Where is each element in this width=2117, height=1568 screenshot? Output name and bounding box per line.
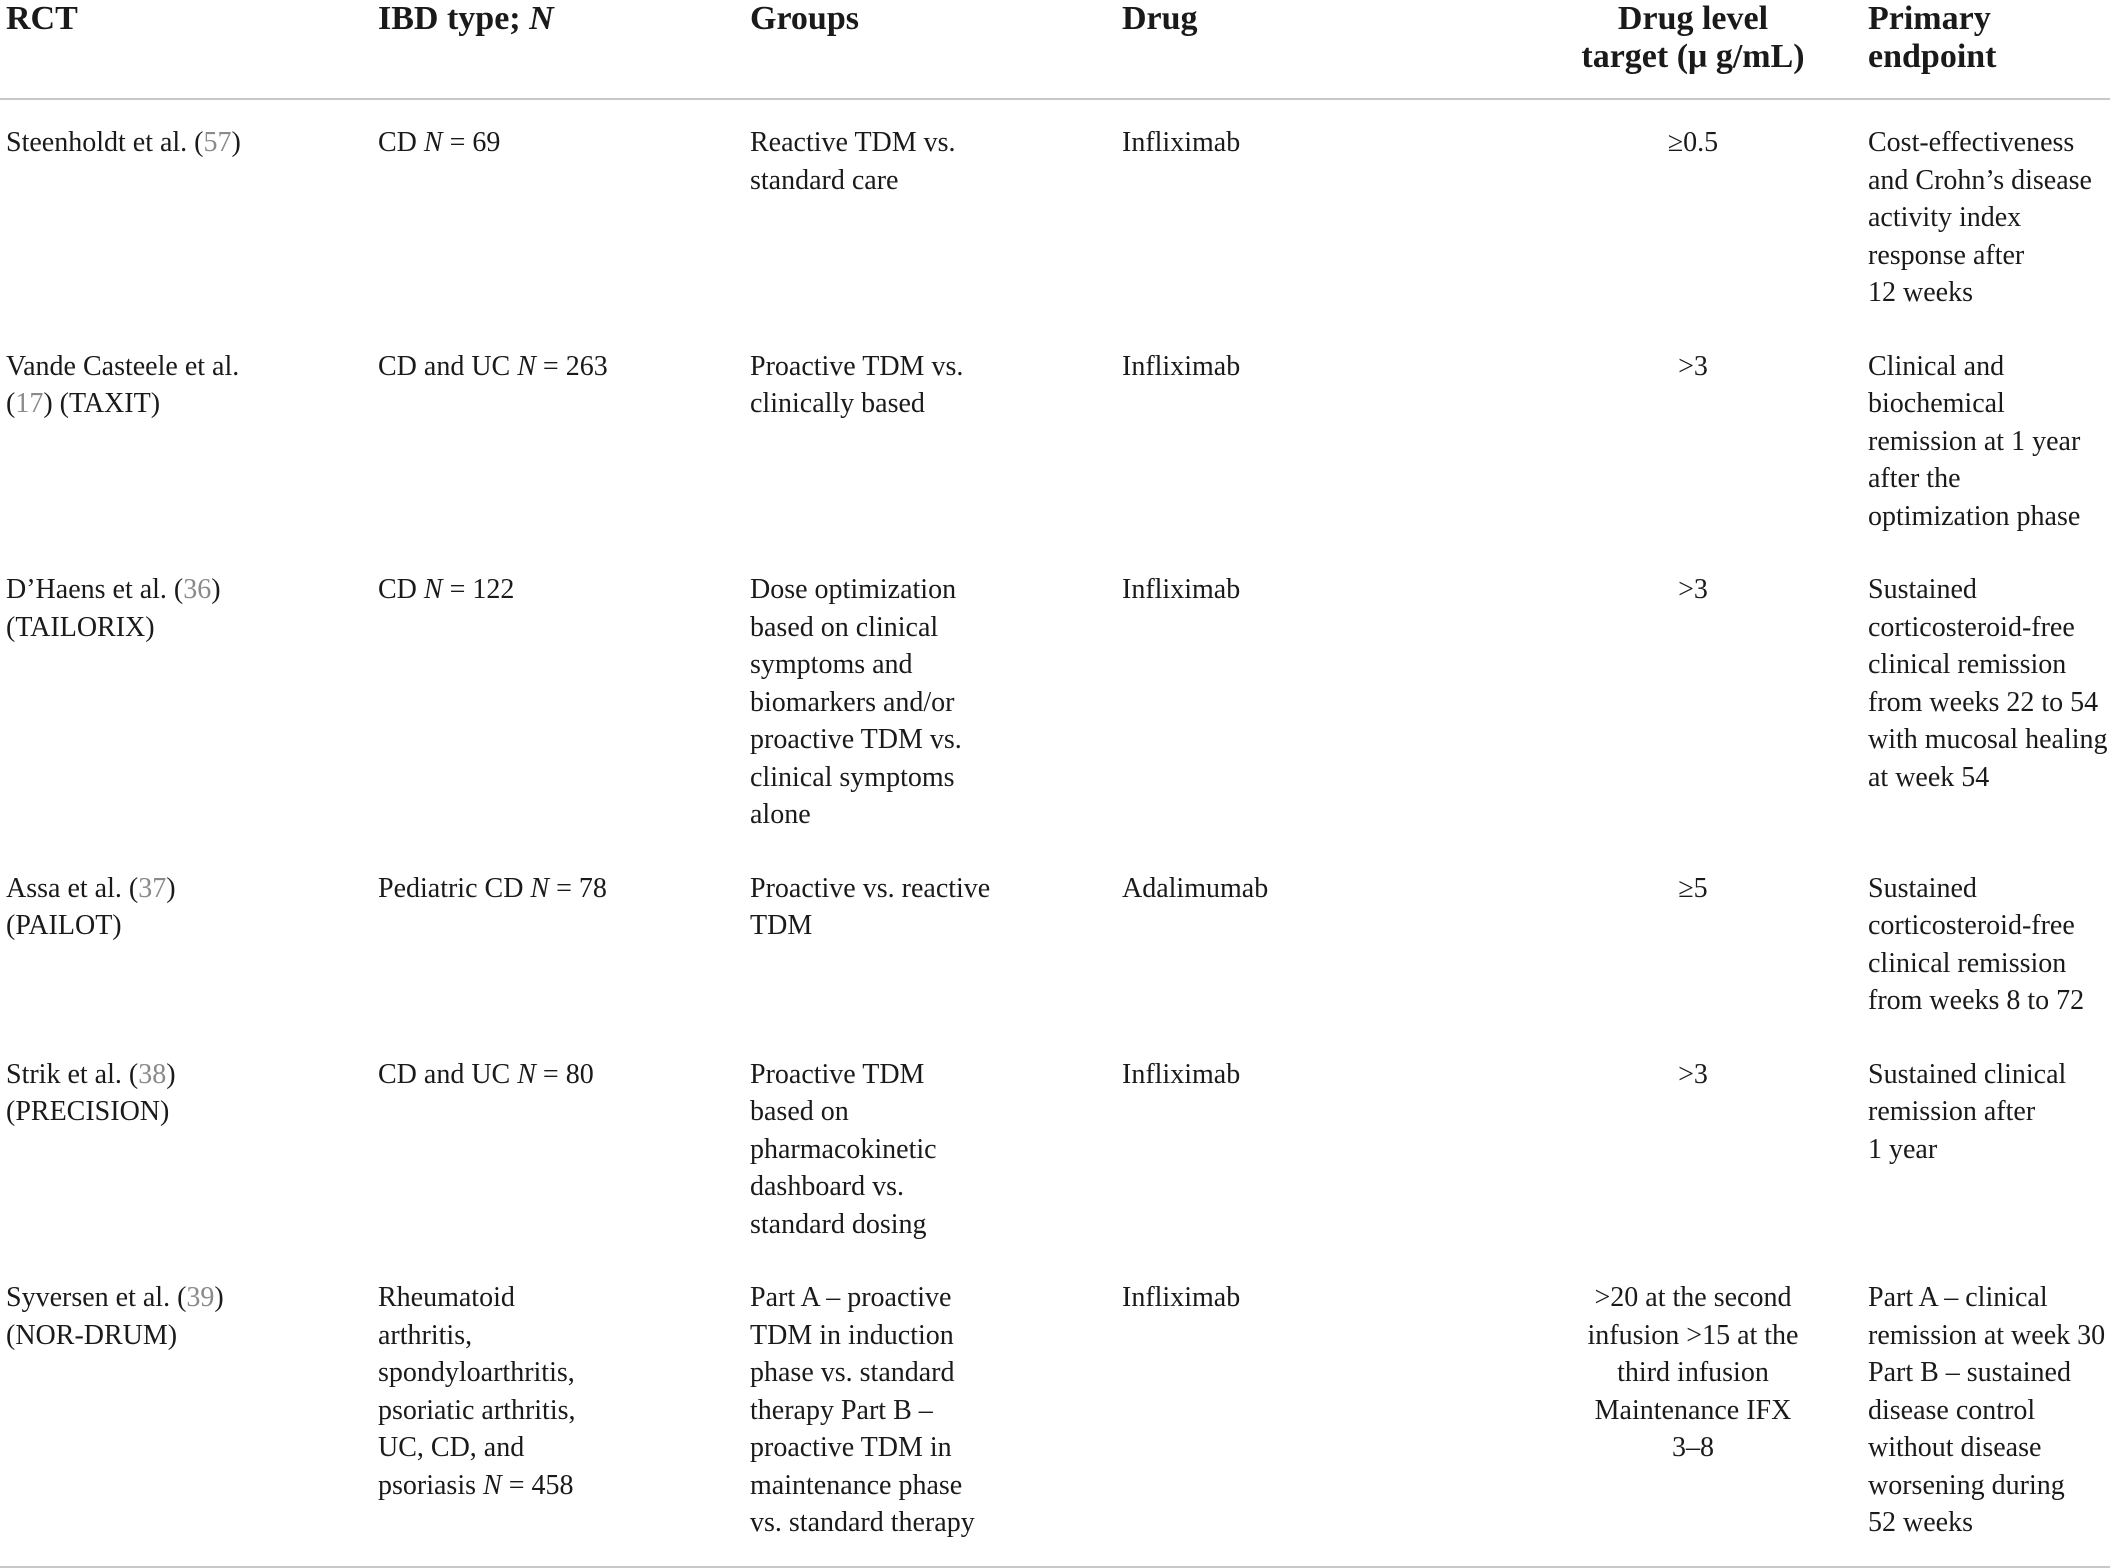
ibd-type-text: CD and UC: [378, 350, 518, 382]
cell-groups: [744, 324, 1116, 548]
ibd-sample-size: [378, 1467, 744, 1505]
cell-rct: [0, 324, 372, 548]
cell-drug-level: [1524, 547, 1862, 846]
groups-line: clinical symptoms: [750, 761, 955, 793]
rct-author: Steenholdt et al. (: [6, 127, 204, 158]
drug-level-line: third infusion: [1617, 1357, 1769, 1388]
groups-line: symptoms and: [750, 649, 913, 680]
drug-level-line: ≥5: [1678, 872, 1708, 904]
cell-drug: [1116, 547, 1524, 846]
ibd-n-symbol: N: [423, 127, 443, 158]
drug-name: Infliximab: [1122, 1282, 1241, 1313]
rct-paren: ): [166, 1058, 176, 1090]
endpoint-line: optimization phase: [1868, 500, 2081, 532]
groups-line: TDM in induction: [750, 1319, 954, 1351]
endpoint-line: without disease: [1868, 1432, 2042, 1463]
groups-line: Reactive TDM vs.: [750, 127, 956, 158]
endpoint-line: remission after: [1868, 1096, 2036, 1127]
cell-ibd-type: [372, 1032, 744, 1256]
drug-name: Adalimumab: [1122, 872, 1269, 904]
reference-link: 37: [138, 872, 167, 904]
rct-author: Assa et al. (: [6, 872, 139, 904]
cell-groups: [744, 1032, 1116, 1256]
groups-line: dashboard vs.: [750, 1171, 904, 1202]
ibd-n-symbol: N: [483, 1469, 502, 1501]
drug-name: Infliximab: [1122, 350, 1241, 382]
endpoint-line: corticosteroid-free: [1868, 611, 2075, 643]
endpoint-line: Part B – sustained: [1868, 1357, 2071, 1388]
cell-rct: [0, 547, 372, 846]
groups-line: proactive TDM vs.: [750, 724, 962, 755]
rct-paren: ): [231, 127, 241, 158]
endpoint-line: from weeks 22 to 54: [1868, 686, 2099, 718]
endpoint-line: disease control: [1868, 1394, 2036, 1426]
cell-drug: [1116, 1032, 1524, 1256]
rct-author: Strik et al. (: [6, 1058, 139, 1090]
ibd-sample-size: [378, 348, 744, 386]
endpoint-line: 12 weeks: [1868, 277, 1973, 308]
cell-rct: [0, 1032, 372, 1256]
header-drug-level: Drug level target (μ g/mL): [1524, 0, 1862, 99]
groups-line: phase vs. standard: [750, 1357, 955, 1388]
ibd-n-value: = 69: [442, 127, 501, 158]
cell-ibd-type: [372, 1255, 744, 1567]
endpoint-line: Sustained: [1868, 574, 1977, 605]
endpoint-line: remission at week 30: [1868, 1319, 2106, 1351]
reference-link: 57: [203, 127, 232, 158]
endpoint-line: remission at 1 year: [1868, 425, 2081, 457]
rct-citation-line: [6, 870, 372, 908]
groups-line: vs. standard therapy: [750, 1507, 975, 1538]
endpoint-line: Part A – clinical: [1868, 1282, 2048, 1313]
rct-citation-line: [6, 1056, 372, 1094]
rct-citation-line: [6, 1279, 372, 1317]
cell-rct: [0, 846, 372, 1032]
cell-drug-level: [1524, 846, 1862, 1032]
reference-link: 38: [138, 1058, 167, 1090]
rct-paren: ): [214, 1282, 224, 1313]
drug-name: Infliximab: [1122, 127, 1241, 158]
rct-paren: ): [211, 574, 221, 605]
ibd-sample-size: [378, 1056, 744, 1094]
groups-line: Proactive TDM: [750, 1058, 925, 1090]
endpoint-line: from weeks 8 to 72: [1868, 985, 2085, 1016]
header-rct: RCT: [0, 0, 372, 99]
rct-trial-name: (NOR-DRUM): [6, 1319, 178, 1351]
cell-rct: [0, 1255, 372, 1567]
rct-trial-name: (TAILORIX): [6, 611, 155, 643]
groups-line: Proactive TDM vs.: [750, 350, 964, 382]
drug-level-line: >3: [1678, 350, 1708, 382]
groups-line: standard care: [750, 164, 899, 196]
table-row: [0, 547, 2110, 846]
groups-line: maintenance phase: [750, 1469, 963, 1501]
rct-citation-line: [6, 385, 372, 423]
groups-line: Dose optimization: [750, 574, 957, 605]
ibd-n-value: = 80: [535, 1058, 594, 1090]
cell-primary-endpoint: [1862, 547, 2110, 846]
table-row: [0, 324, 2110, 548]
drug-level-line: >3: [1678, 1058, 1708, 1090]
cell-primary-endpoint: [1862, 846, 2110, 1032]
ibd-type-text: CD and UC: [378, 1058, 518, 1090]
groups-line: biomarkers and/or: [750, 686, 955, 718]
cell-primary-endpoint: [1862, 1255, 2110, 1567]
ibd-n-symbol: N: [530, 872, 550, 904]
ibd-n-symbol: N: [423, 574, 443, 605]
endpoint-line: after the: [1868, 463, 1961, 494]
rct-citation-line: [6, 571, 372, 609]
drug-level-line: >3: [1678, 574, 1708, 605]
rct-trial-name: (PRECISION): [6, 1096, 170, 1127]
endpoint-line: biochemical: [1868, 388, 2005, 419]
endpoint-line: clinical remission: [1868, 649, 2067, 680]
ibd-n-symbol: N: [517, 1058, 536, 1090]
reference-link: 36: [183, 574, 212, 605]
cell-groups: [744, 846, 1116, 1032]
cell-primary-endpoint: [1862, 1032, 2110, 1256]
endpoint-line: Cost-effectiveness: [1868, 127, 2075, 158]
table-row: [0, 846, 2110, 1032]
rct-author: Vande Casteele et al.: [6, 350, 240, 382]
ibd-sample-size: [378, 870, 744, 908]
header-groups: Groups: [744, 0, 1116, 99]
cell-primary-endpoint: [1862, 324, 2110, 548]
endpoint-line: Clinical and: [1868, 350, 2005, 382]
rct-author: Syversen et al. (: [6, 1282, 187, 1313]
rct-paren: ): [166, 872, 176, 904]
ibd-type-text: Pediatric CD: [378, 872, 531, 904]
ibd-line: spondyloarthritis,: [378, 1357, 575, 1388]
reference-link: 17: [15, 388, 44, 419]
cell-groups: [744, 547, 1116, 846]
endpoint-line: corticosteroid-free: [1868, 910, 2075, 941]
endpoint-line: and Crohn’s disease: [1868, 164, 2092, 196]
cell-ibd-type: [372, 846, 744, 1032]
header-ibd-type: IBD type; N: [372, 0, 744, 99]
rct-trial-name: ) (TAXIT): [43, 388, 161, 419]
table-row: [0, 1032, 2110, 1256]
cell-rct: [0, 99, 372, 324]
cell-drug-level: [1524, 324, 1862, 548]
groups-line: standard dosing: [750, 1208, 927, 1240]
drug-level-line: infusion >15 at the: [1587, 1319, 1799, 1351]
groups-line: proactive TDM in: [750, 1432, 952, 1463]
ibd-n-value: = 458: [501, 1469, 574, 1501]
rct-author: D’Haens et al. (: [6, 574, 184, 605]
cell-primary-endpoint: [1862, 99, 2110, 324]
rct-trial-name: (PAILOT): [6, 910, 122, 941]
groups-line: based on: [750, 1096, 849, 1127]
drug-name: Infliximab: [1122, 1058, 1241, 1090]
drug-level-line: 3–8: [1672, 1432, 1714, 1463]
cell-drug-level: [1524, 99, 1862, 324]
groups-line: therapy Part B –: [750, 1394, 933, 1426]
endpoint-line: at week 54: [1868, 761, 1990, 793]
ibd-type-text: CD: [378, 574, 424, 605]
table-header-row: [0, 0, 2110, 99]
groups-line: pharmacokinetic: [750, 1133, 937, 1165]
ibd-line: Rheumatoid: [378, 1282, 515, 1313]
endpoint-line: activity index: [1868, 202, 2022, 233]
cell-ibd-type: [372, 324, 744, 548]
table-row: [0, 99, 2110, 324]
ibd-type-text: psoriasis: [378, 1469, 483, 1501]
endpoint-line: with mucosal healing: [1868, 724, 2108, 755]
cell-ibd-type: [372, 99, 744, 324]
groups-line: based on clinical: [750, 611, 939, 643]
cell-drug: [1116, 846, 1524, 1032]
groups-line: Proactive vs. reactive: [750, 872, 991, 904]
drug-level-line: ≥0.5: [1667, 127, 1719, 158]
ibd-n-value: = 78: [549, 872, 607, 904]
cell-groups: [744, 1255, 1116, 1567]
endpoint-line: worsening during: [1868, 1469, 2065, 1501]
drug-level-line: Maintenance IFX: [1594, 1394, 1792, 1426]
groups-line: Part A – proactive: [750, 1282, 952, 1313]
groups-line: clinically based: [750, 388, 925, 419]
cell-drug: [1116, 324, 1524, 548]
endpoint-line: clinical remission: [1868, 947, 2067, 979]
ibd-n-value: = 263: [535, 350, 608, 382]
ibd-type-text: CD: [378, 127, 424, 158]
ibd-line: UC, CD, and: [378, 1432, 525, 1463]
reference-link: 39: [186, 1282, 215, 1313]
ibd-n-value: = 122: [442, 574, 515, 605]
endpoint-line: 52 weeks: [1868, 1507, 1973, 1538]
endpoint-line: Sustained: [1868, 872, 1977, 904]
rct-citation-line: [6, 124, 372, 162]
ibd-sample-size: [378, 571, 744, 609]
endpoint-line: response after: [1868, 239, 2025, 271]
ibd-line: arthritis,: [378, 1319, 473, 1351]
cell-drug: [1116, 99, 1524, 324]
table-row: [0, 1255, 2110, 1567]
cell-groups: [744, 99, 1116, 324]
rct-paren: (: [6, 388, 16, 419]
endpoint-line: 1 year: [1868, 1133, 1938, 1165]
cell-ibd-type: [372, 547, 744, 846]
header-primary-endpoint: Primary endpoint: [1862, 0, 2110, 99]
endpoint-line: Sustained clinical: [1868, 1058, 2067, 1090]
ibd-n-symbol: N: [517, 350, 536, 382]
drug-name: Infliximab: [1122, 574, 1241, 605]
ibd-line: psoriatic arthritis,: [378, 1394, 576, 1426]
cell-drug-level: [1524, 1032, 1862, 1256]
ibd-sample-size: [378, 124, 744, 162]
header-drug: Drug: [1116, 0, 1524, 99]
groups-line: TDM: [750, 910, 813, 941]
drug-level-line: >20 at the second: [1594, 1282, 1792, 1313]
cell-drug: [1116, 1255, 1524, 1567]
groups-line: alone: [750, 799, 811, 830]
cell-drug-level: [1524, 1255, 1862, 1567]
